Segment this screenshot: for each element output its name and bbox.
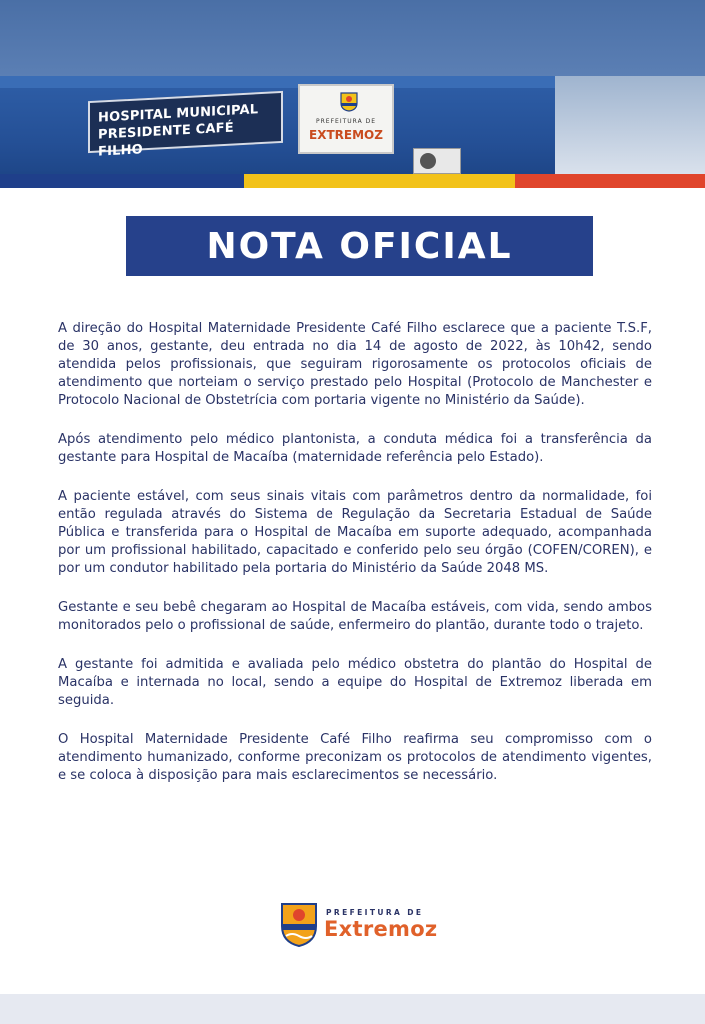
hospital-sign-line1: HOSPITAL MUNICIPAL <box>98 102 259 126</box>
crest-icon <box>340 92 358 112</box>
logo-label: PREFEITURA DE <box>326 908 424 917</box>
paragraph: Após atendimento pelo médico plantonista, a conduta médica foi a transferência da gestante para Hospital de Macaíba (maternidade referência pelo Estado). <box>58 432 652 465</box>
stripe-blue <box>0 174 244 188</box>
prefeitura-logo <box>280 900 450 952</box>
paragraph: A paciente estável, com seus sinais vitais com parâmetros dentro da normalidade, foi então regulada através do Sistema de Regulação da Secretaria Estadual de Saúde Pública e transferida para o Hospital de Macaíba em suporte adequado, acompanhada por um profissional habilitado, capacitado e conferido pelo seu órgão (COFEN/COREN), e por um condutor habilitado pela portaria do Ministério da Saúde 2048 MS. <box>58 489 652 576</box>
paragraph: Gestante e seu bebê chegaram ao Hospital de Macaíba estáveis, com vida, sendo ambos monitorados pelo o profissional de saúde, enfermeiro do plantão, durante todo o trajeto. <box>58 600 652 633</box>
title-banner <box>126 216 593 276</box>
crest-icon <box>280 902 318 948</box>
prefeitura-sign <box>298 84 394 154</box>
note-body <box>58 320 652 806</box>
footer-band <box>0 994 705 1024</box>
paragraph: O Hospital Maternidade Presidente Café Filho reafirma seu compromisso com o atendimento humanizado, conforme preconizam os protocolos de atendimento vigentes, e se coloca à disposição para mais esclarecimentos se necessário. <box>58 732 652 783</box>
paragraph: A gestante foi admitida e avaliada pelo médico obstetra do plantão do Hospital de Macaíba e internada no local, sendo a equipe do Hospital de Extremoz liberada em seguida. <box>58 657 652 708</box>
page-title: NOTA OFICIAL <box>206 225 513 267</box>
paragraph: A direção do Hospital Maternidade Presidente Café Filho esclarece que a paciente T.S.F, de 30 anos, gestante, deu entrada no dia 14 de agosto de 2022, às 10h42, sendo atendida pelos profissionais, que seguiram rigorosamente os protocolos oficiais de atendimento que norteiam o serviço prestado pelo Hospital (Protocolo de Manchester e Protocolo Nacional de Obstetrícia com portaria vigente no Ministério da Saúde). <box>58 321 652 408</box>
top-blue-band <box>0 0 705 76</box>
facade-wall <box>555 76 705 174</box>
color-stripe <box>0 174 705 188</box>
prefeitura-sign-label: PREFEITURA DE <box>316 118 376 125</box>
stripe-yellow <box>244 174 515 188</box>
hospital-facade-photo <box>0 76 705 174</box>
prefeitura-sign-name: EXTREMOZ <box>309 128 383 142</box>
logo-name: Extremoz <box>324 917 438 941</box>
hospital-sign <box>88 91 283 160</box>
stripe-red <box>515 174 705 188</box>
hospital-sign-line2: PRESIDENTE CAFÉ FILHO <box>98 120 234 160</box>
air-conditioner-unit <box>413 148 461 174</box>
fan-icon <box>420 153 436 169</box>
